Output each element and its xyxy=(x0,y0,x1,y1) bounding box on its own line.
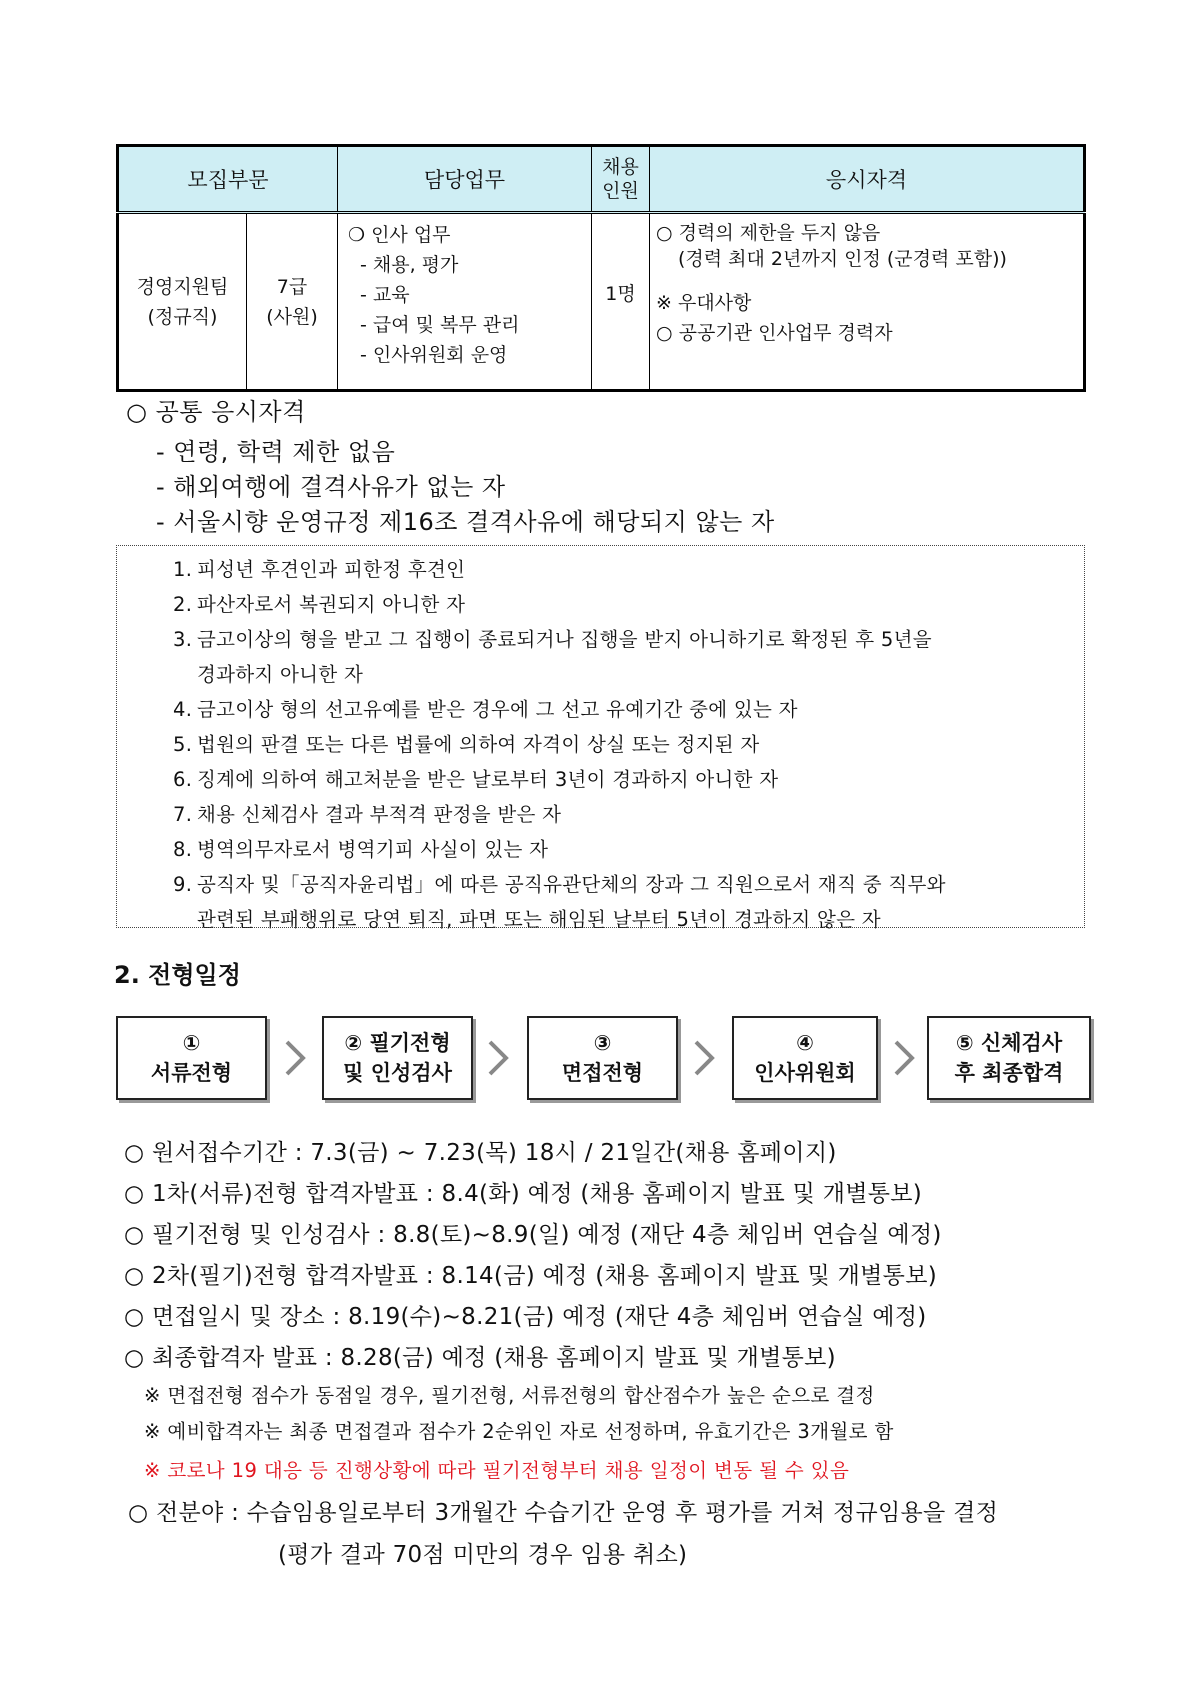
list-item-text: 피성년 후견인과 피한정 후견인 xyxy=(197,558,466,581)
schedule-item: ○ 2차(필기)전형 합격자발표 : 8.14(금) 예정 (채용 홈페이지 발표 및 개별통보) xyxy=(124,1263,937,1289)
list-item-text: 징계에 의하여 해고처분을 받은 날로부터 3년이 경과하지 아니한 자 xyxy=(197,768,779,791)
list-item-number: 7. xyxy=(173,803,193,826)
probation-text: ○ 전분야 : 수습임용일로부터 3개월간 수습기간 운영 후 평가를 거쳐 정규임용을 결정 xyxy=(128,1500,999,1526)
list-item-number: 9. xyxy=(173,873,193,896)
chevron-right-icon xyxy=(284,1040,306,1076)
common-qualification-item: - 해외여행에 결격사유가 없는 자 xyxy=(156,473,506,501)
list-item xyxy=(173,622,1080,657)
header-headcount: 채용 인원 xyxy=(592,146,650,213)
step-document-screening: ① 서류전형 xyxy=(116,1016,267,1100)
step-written-test: ② 필기전형 및 인성검사 xyxy=(322,1016,473,1100)
duty-item: - 교육 xyxy=(360,284,410,306)
qual-line: ○ 경력의 제한을 두지 않음 xyxy=(656,222,881,244)
list-item-text: 법원의 판결 또는 다른 법률에 의하여 자격이 상실 또는 정지된 자 xyxy=(197,733,760,756)
chevron-right-icon xyxy=(893,1040,915,1076)
recruitment-table xyxy=(116,144,1086,392)
preference-title: ※ 우대사항 xyxy=(656,292,752,314)
list-item xyxy=(173,552,1080,587)
disqualification-box xyxy=(116,545,1085,931)
cell-team: 경영지원팀 (정규직) xyxy=(118,213,247,391)
schedule-item: ○ 최종합격자 발표 : 8.28(금) 예정 (채용 홈페이지 발표 및 개별통보) xyxy=(124,1345,836,1371)
list-item-number: 2. xyxy=(173,593,193,616)
list-item-continuation: 경과하지 아니한 자 xyxy=(197,663,364,686)
schedule-item: ○ 필기전형 및 인성검사 : 8.8(토)~8.9(일) 예정 (재단 4층 체임버 연습실 예정) xyxy=(124,1222,942,1248)
list-item-text: 파산자로서 복권되지 아니한 자 xyxy=(197,593,466,616)
list-item-continuation: 관련된 부패행위로 당연 퇴직, 파면 또는 해임된 날부터 5년이 경과하지 않은 자 xyxy=(197,908,881,931)
list-item-number: 4. xyxy=(173,698,193,721)
list-item-number: 1. xyxy=(173,558,193,581)
list-item-number: 5. xyxy=(173,733,193,756)
header-duty: 담당업무 xyxy=(338,146,592,213)
list-item xyxy=(173,832,1080,867)
table-header-row xyxy=(118,146,1085,213)
list-item-number: 3. xyxy=(173,628,193,651)
schedule-note: ※ 면접전형 점수가 동점일 경우, 필기전형, 서류전형의 합산점수가 높은 순으로 결정 xyxy=(144,1384,875,1407)
list-item-text: 공직자 및「공직자윤리법」에 따른 공직유관단체의 장과 그 직원으로서 재직 중 직무와 xyxy=(197,873,946,896)
schedule-item: ○ 1차(서류)전형 합격자발표 : 8.4(화) 예정 (채용 홈페이지 발표 및 개별통보) xyxy=(124,1181,923,1207)
disqualification-list xyxy=(173,552,1080,937)
schedule-note: ※ 예비합격자는 최종 면접결과 점수가 2순위인 자로 선정하며, 유효기간은 3개월로 함 xyxy=(144,1420,894,1443)
common-qualification-item: - 서울시향 운영규정 제16조 결격사유에 해당되지 않는 자 xyxy=(156,508,775,536)
list-item xyxy=(173,762,1080,797)
list-item xyxy=(173,692,1080,727)
table-row xyxy=(118,213,1085,391)
cell-headcount: 1명 xyxy=(592,213,650,391)
schedule-item: ○ 원서접수기간 : 7.3(금) ~ 7.23(목) 18시 / 21일간(채용 홈페이지) xyxy=(124,1140,837,1166)
duty-item: - 채용, 평가 xyxy=(360,254,459,276)
chevron-right-icon xyxy=(693,1040,715,1076)
list-item xyxy=(173,727,1080,762)
step-interview: ③ 면접전형 xyxy=(527,1016,678,1100)
covid-notice: ※ 코로나 19 대응 등 진행상황에 따라 필기전형부터 채용 일정이 변동 될 수 있음 xyxy=(144,1459,850,1482)
list-item-text: 금고이상 형의 선고유예를 받은 경우에 그 선고 유예기간 중에 있는 자 xyxy=(197,698,798,721)
preference-item: ○ 공공기관 인사업무 경력자 xyxy=(656,322,893,344)
list-item-number: 8. xyxy=(173,838,193,861)
qual-line: (경력 최대 2년까지 인정 (군경력 포함)) xyxy=(678,248,1007,270)
list-item-number: 6. xyxy=(173,768,193,791)
list-item-text: 채용 신체검사 결과 부적격 판정을 받은 자 xyxy=(197,803,562,826)
section-title: 2. 전형일정 xyxy=(114,961,241,989)
list-item-text: 병역의무자로서 병역기피 사실이 있는 자 xyxy=(197,838,549,861)
cell-qualification xyxy=(650,213,1085,391)
list-item xyxy=(173,867,1080,902)
schedule-item: ○ 면접일시 및 장소 : 8.19(수)~8.21(금) 예정 (재단 4층 체임버 연습실 예정) xyxy=(124,1304,927,1330)
duty-item: - 급여 및 복무 관리 xyxy=(360,314,520,336)
duty-item: - 인사위원회 운영 xyxy=(360,344,508,366)
duty-title: ❍ 인사 업무 xyxy=(348,224,451,246)
header-qualification: 응시자격 xyxy=(650,146,1085,213)
step-hr-committee: ④ 인사위원회 xyxy=(732,1016,878,1100)
header-division: 모집부문 xyxy=(118,146,338,213)
chevron-right-icon xyxy=(487,1040,509,1076)
cell-grade: 7급 (사원) xyxy=(247,213,338,391)
probation-note: (평가 결과 70점 미만의 경우 임용 취소) xyxy=(278,1542,688,1568)
step-final-pass: ⑤ 신체검사 후 최종합격 xyxy=(927,1016,1091,1100)
list-item-text: 금고이상의 형을 받고 그 집행이 종료되거나 집행을 받지 아니하기로 확정된 후 5년을 xyxy=(197,628,932,651)
list-item xyxy=(173,797,1080,832)
list-item xyxy=(173,587,1080,622)
cell-duty xyxy=(338,213,592,391)
common-qualification-item: - 연령, 학력 제한 없음 xyxy=(156,438,396,466)
common-qualification-title: ○ 공통 응시자격 xyxy=(126,398,306,426)
